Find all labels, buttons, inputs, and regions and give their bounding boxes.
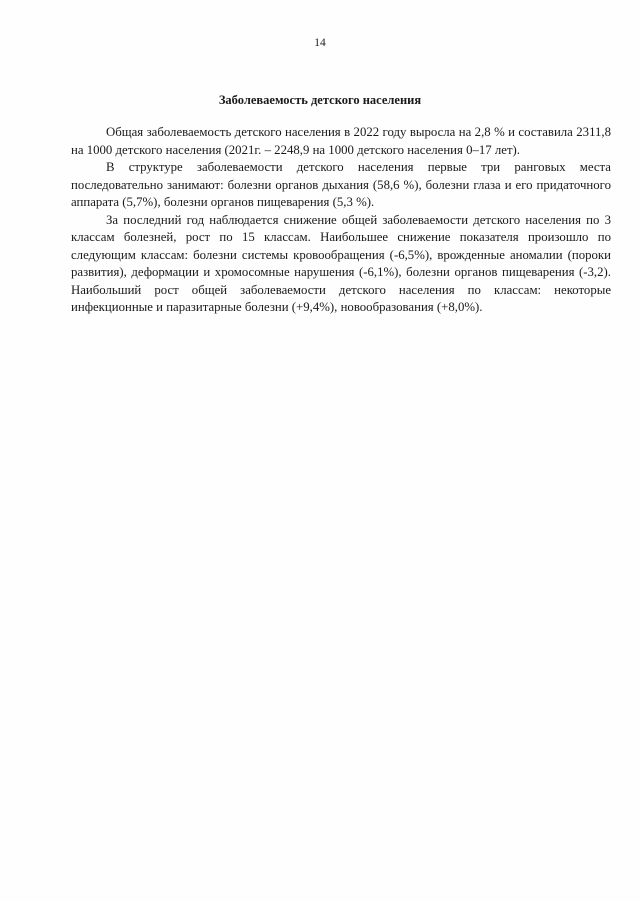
paragraph-dynamics: За последний год наблюдается снижение общей заболеваемости детского населения по 3 классам болезней, рост по 15 классам. Наибольшее снижение показателя произошло по следующим классам: болезни системы кровообращения (-6,5%), врожденные аномалии (пороки развития), деформации и хромосомные нарушения (-6,1%), болезни органов пищеварения (-3,2). Наибольший рост общей заболеваемости детского населения по классам: некоторые инфекционные и паразитарные болезни (+9,4%), новообразования (+8,0%). xyxy=(71,212,611,314)
section-heading: Заболеваемость детского населения xyxy=(218,93,422,107)
paragraph-overall-incidence: Общая заболеваемость детского населения в 2022 году выросла на 2,8 % и составила 2311,8 на 1000 детского населения (2021г. – 2248,9 на 1000 детского населения 0–17 лет). xyxy=(71,125,611,157)
body-text xyxy=(71,124,611,317)
page-number: 14 xyxy=(314,37,326,49)
paragraph-structure: В структуре заболеваемости детского населения первые три ранговых места последовательно занимают: болезни органов дыхания (58,6 %), болезни глаза и его придаточного аппарата (5,7%), болезни органов пищеварения (5,3 %). xyxy=(71,160,611,209)
